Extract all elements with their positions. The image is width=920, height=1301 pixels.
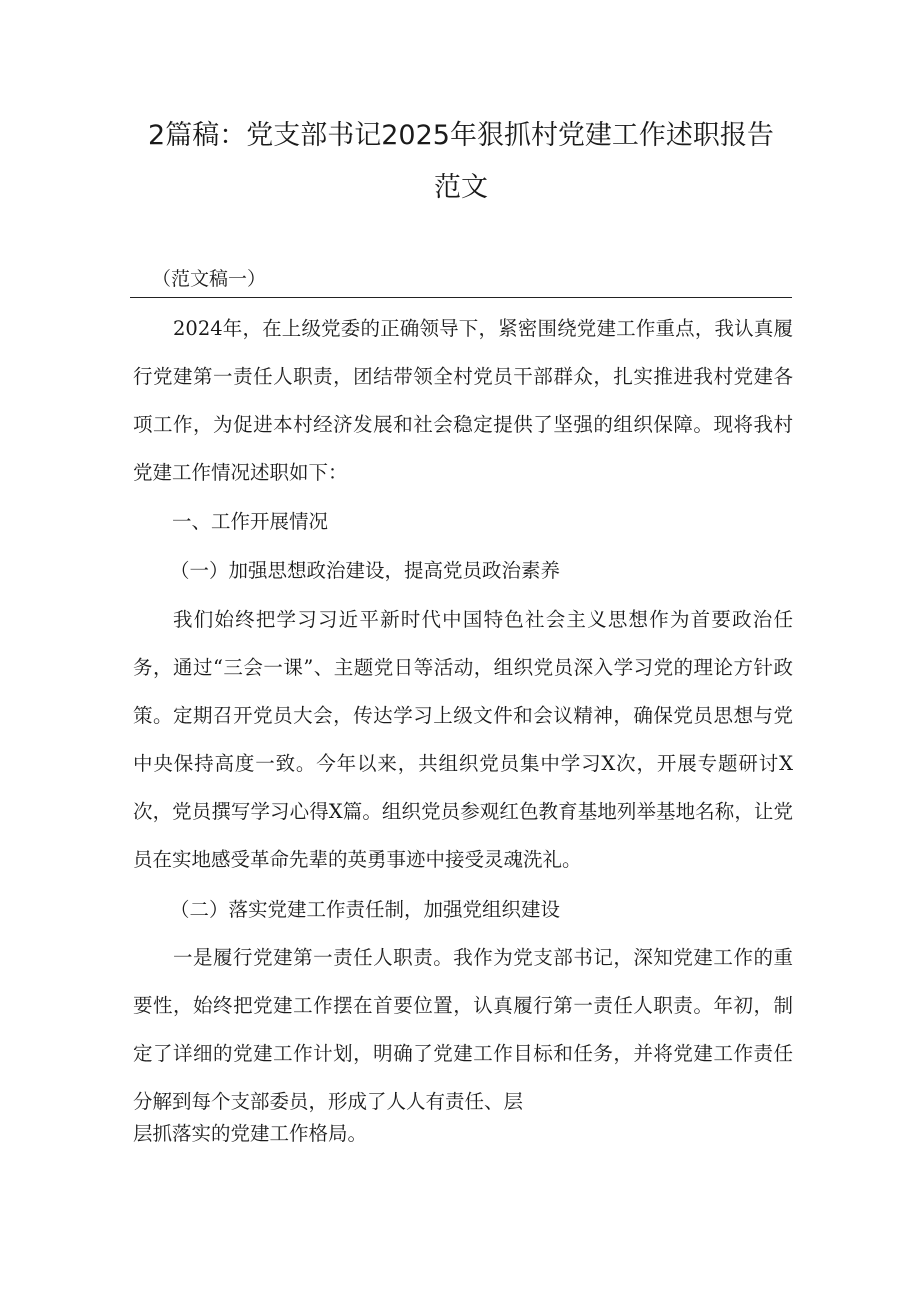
subsection-1-body: 我们始终把学习习近平新时代中国特色社会主义思想作为首要政治任务，通过“三会一课”、主题党日等活动，组织党员深入学习党的理论方针政策。定期召开党员大会，传达学习上级文件和会议精神，确保党员思想与党中央保持高度一致。今年以来，共组织党员集中学习X次，开展专题研讨X次，党员撰写学习心得X篇。组织党员参观红色教育基地列举基地名称，让党员在实地感受革命先辈的英勇事迹中接受灵魂洗礼。 [133,608,793,871]
document-title-line-2: 范文 [434,172,488,203]
subsection-2-body-continued: 层抓落实的党建工作格局。 [133,1122,368,1145]
version-label: （范文稿一） [152,268,267,290]
document-title-line-1: 2篇稿：党支部书记2025年狠抓村党建工作述职报告 [148,120,774,151]
header-divider [130,297,792,298]
subsection-heading-1: （一）加强思想政治建设，提高党员政治素养 [170,559,561,582]
intro-paragraph: 2024年，在上级党委的正确领导下，紧密围绕党建工作重点，我认真履行党建第一责任人职责，团结带领全村党员干部群众，扎实推进我村党建各项工作，为促进本村经济发展和社会稳定提供了坚强的组织保障。现将我村党建工作情况述职如下： [133,317,793,484]
section-heading-1: 一、工作开展情况 [172,510,329,533]
subsection-2-body: 一是履行党建第一责任人职责。我作为党支部书记，深知党建工作的重要性，始终把党建工作摆在首要位置，认真履行第一责任人职责。年初，制定了详细的党建工作计划，明确了党建工作目标和任务，并将党建工作责任分解到每个支部委员，形成了人人有责任、层 [133,946,793,1113]
subsection-heading-2: （二）落实党建工作责任制，加强党组织建设 [170,898,561,921]
